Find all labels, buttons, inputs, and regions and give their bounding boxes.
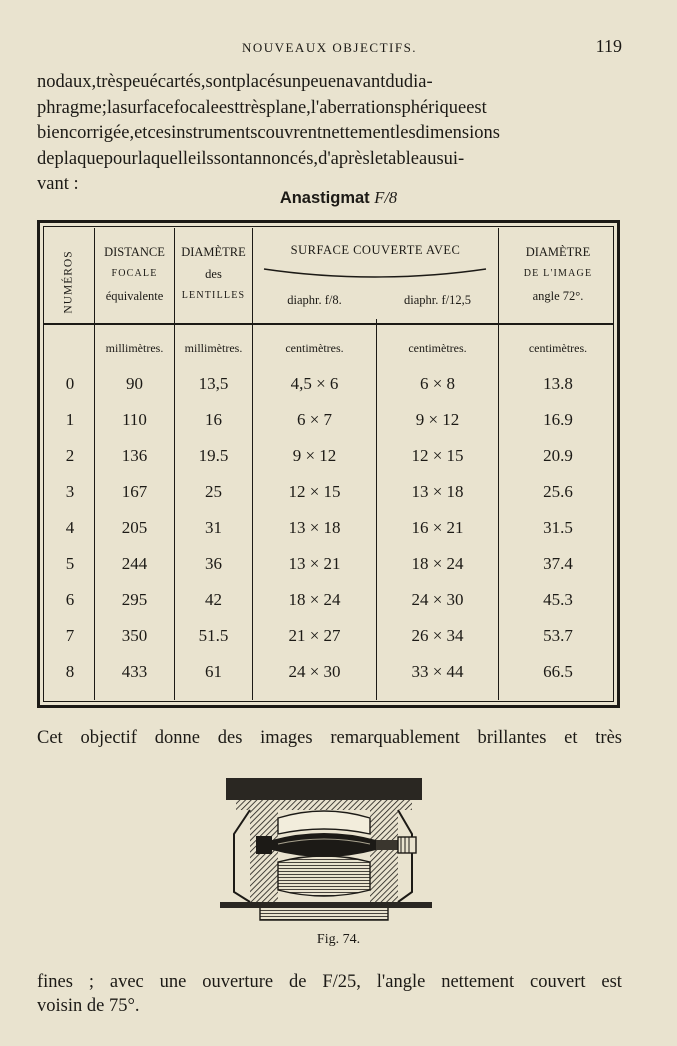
word: nodaux,: [37, 72, 97, 92]
word: remarquablement: [330, 728, 460, 748]
word: nettement: [441, 972, 515, 992]
word: ;: [101, 97, 107, 118]
word: Cet: [37, 728, 63, 748]
word: dimensions: [415, 123, 500, 143]
word: très: [595, 728, 622, 748]
running-head: [37, 36, 622, 58]
unit-label: centimètres.: [528, 341, 588, 355]
running-head-title: NOUVEAUX OBJECTIFS.: [241, 40, 418, 55]
after-table-line: [37, 728, 622, 749]
word: les: [395, 123, 416, 143]
word: une: [159, 972, 187, 992]
table-caption: [0, 188, 677, 208]
word: images: [260, 728, 313, 748]
word: bien: [37, 123, 69, 143]
lens-cross-section-icon: [220, 774, 435, 921]
word: ouverture: [202, 972, 274, 992]
word: phragme: [37, 97, 102, 118]
header-diaphr-8: diaphr. f/8.: [287, 293, 342, 307]
word: ces: [147, 123, 172, 143]
table-caption-main: Anastigmat: [279, 189, 370, 207]
header-diaphr-12: diaphr. f/12,5: [403, 293, 471, 307]
unit-label: millimètres.: [184, 341, 243, 355]
word: d'après: [318, 148, 370, 169]
header-distance: DISTANCE FOCALE équivalente: [104, 245, 165, 303]
word: écartés,: [149, 72, 206, 92]
table-row: 8 433 61 24 × 30 33 × 44 66.5: [65, 662, 573, 681]
closing-line: [37, 970, 622, 994]
word: plaque: [54, 148, 104, 169]
table-row: 5 244 36 13 × 21 18 × 24 37.4: [65, 554, 573, 573]
unit-label: millimètres.: [105, 341, 164, 355]
page-number: 119: [595, 36, 622, 56]
closing-paragraph: [37, 970, 622, 1018]
word: le: [369, 148, 384, 169]
intro-line: vant :: [37, 174, 79, 194]
word: couvrent: [257, 123, 323, 143]
word: est: [466, 97, 487, 118]
word: et: [564, 728, 578, 748]
word: la: [106, 97, 121, 118]
table-row: 6 295 42 18 × 24 24 × 30 45.3: [65, 590, 573, 609]
word: corrigée,: [68, 123, 135, 143]
figure-caption: Fig. 74.: [316, 932, 361, 947]
header-rule: [44, 323, 613, 325]
word: pour: [103, 148, 138, 169]
anastigmat-table: [37, 220, 620, 708]
surface-brace: [262, 267, 488, 281]
word: peu: [301, 72, 328, 92]
word: fines: [37, 972, 73, 992]
word: en: [327, 72, 346, 92]
header-numeros: NUMÉROS: [63, 250, 76, 314]
table-row: 2 136 19.5 9 × 12 12 × 15 20.9: [65, 446, 573, 465]
word: dia-: [403, 72, 433, 92]
intro-line: [37, 70, 622, 96]
word: plane,: [266, 97, 311, 118]
word: brillantes: [477, 728, 547, 748]
header-diametre: DIAMÈTRE des LENTILLES: [181, 245, 246, 301]
word: du: [385, 72, 404, 92]
intro-line: [37, 147, 622, 173]
word: placés: [236, 72, 283, 92]
word: nettement: [322, 123, 396, 143]
word: l'angle: [376, 972, 426, 992]
unit-label: centimètres.: [285, 341, 344, 355]
intro-paragraph: [37, 70, 622, 198]
word: est: [218, 97, 240, 118]
closing-line: voisin de 75°.: [37, 996, 140, 1016]
word: instruments: [171, 123, 258, 143]
word: sphérique: [394, 97, 467, 118]
unit-label: centimètres.: [408, 341, 467, 355]
word: surface: [120, 97, 174, 118]
word: objectif: [80, 728, 137, 748]
header-surface: SURFACE COUVERTE AVEC: [290, 243, 461, 257]
word: est: [601, 972, 622, 992]
word: de: [288, 972, 307, 992]
word: ils: [196, 148, 214, 169]
word: F/25,: [322, 972, 361, 992]
table-row: 3 167 25 12 × 15 13 × 18 25.6: [65, 482, 573, 501]
word: donne: [154, 728, 200, 748]
table-row: 7 350 51.5 21 × 27 26 × 34 53.7: [65, 626, 573, 645]
header-image: DIAMÈTRE DE L'IMAGE angle 72°.: [523, 245, 593, 303]
word: l'aberration: [310, 97, 395, 118]
word: sont: [205, 72, 237, 92]
table-row: 1 110 16 6 × 7 9 × 12 16.9: [65, 410, 573, 429]
table-caption-ratio: F/8: [374, 188, 398, 207]
word: couvert: [530, 972, 586, 992]
word: très: [96, 72, 123, 92]
word: tableau: [383, 148, 437, 169]
table-row: 4 205 31 13 × 18 16 × 21 31.5: [65, 518, 573, 537]
word: avec: [109, 972, 144, 992]
word: annoncés,: [244, 148, 319, 169]
word: très: [239, 97, 267, 118]
units-row: [40, 341, 617, 363]
word: avant: [345, 72, 386, 92]
table-row: 0 90 13,5 4,5 × 6 6 × 8 13.8: [65, 374, 573, 393]
word: peu: [122, 72, 150, 92]
word: sui-: [436, 148, 465, 169]
intro-line: [37, 96, 622, 122]
word: ;: [88, 972, 94, 992]
word: focale: [173, 97, 219, 118]
intro-line: [37, 121, 622, 147]
word: un: [282, 72, 302, 92]
word: de: [37, 148, 55, 169]
word: et: [134, 123, 148, 143]
word: sont: [213, 148, 245, 169]
word: laquelle: [137, 148, 197, 169]
word: des: [217, 728, 243, 748]
